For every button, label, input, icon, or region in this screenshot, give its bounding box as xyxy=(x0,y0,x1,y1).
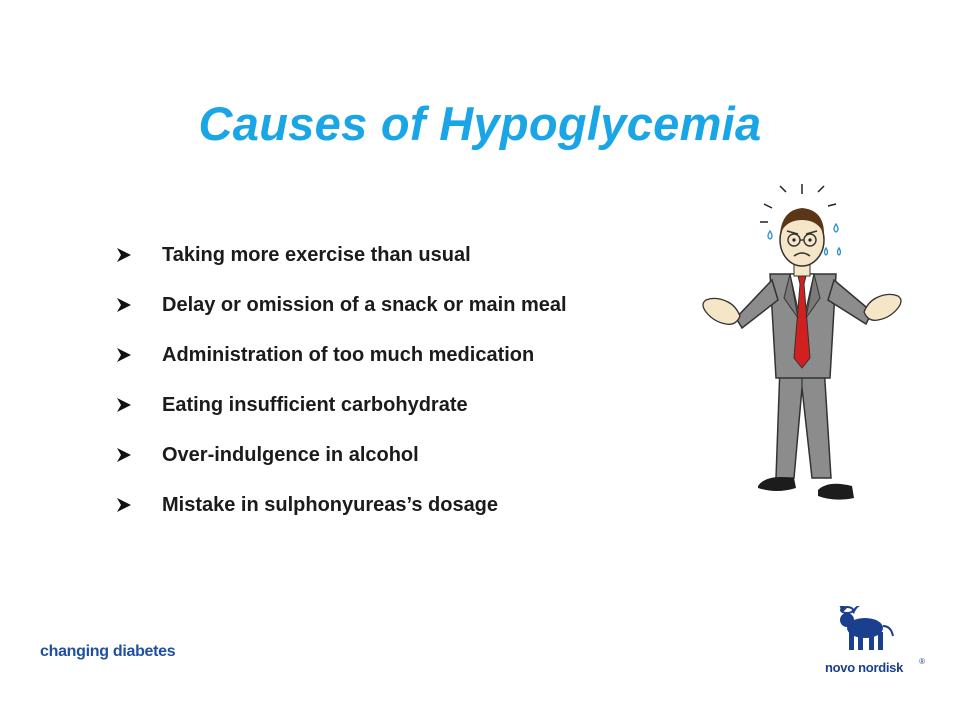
bullet-text: Taking more exercise than usual xyxy=(162,243,471,266)
slide-title: Causes of Hypoglycemia xyxy=(198,97,762,150)
apis-bull-logo-icon xyxy=(825,606,895,660)
changing-diabetes-tagline: changing diabetes xyxy=(40,643,176,660)
bullet-item xyxy=(116,480,567,530)
arrow-bullet-icon xyxy=(116,395,162,415)
bullet-item xyxy=(116,280,567,330)
novo-nordisk-logo xyxy=(825,606,925,684)
bullet-text: Eating insufficient carbohydrate xyxy=(162,393,468,416)
arrow-bullet-icon xyxy=(116,495,162,515)
bullet-item xyxy=(116,380,567,430)
bullet-list xyxy=(116,230,567,530)
bullet-text: Over-indulgence in alcohol xyxy=(162,443,419,466)
logo-wordmark: novo nordisk xyxy=(825,660,904,675)
bullet-text: Mistake in sulphonyureas’s dosage xyxy=(162,493,499,516)
worried-businessman-icon xyxy=(698,178,908,518)
arrow-bullet-icon xyxy=(116,245,162,265)
bullet-text: Delay or omission of a snack or main meal xyxy=(162,293,567,316)
bullet-item xyxy=(116,430,567,480)
arrow-bullet-icon xyxy=(116,445,162,465)
bullet-text: Administration of too much medication xyxy=(162,343,535,366)
arrow-bullet-icon xyxy=(116,345,162,365)
bullet-item xyxy=(116,230,567,280)
arrow-bullet-icon xyxy=(116,295,162,315)
registered-mark: ® xyxy=(919,657,925,666)
bullet-item xyxy=(116,330,567,380)
